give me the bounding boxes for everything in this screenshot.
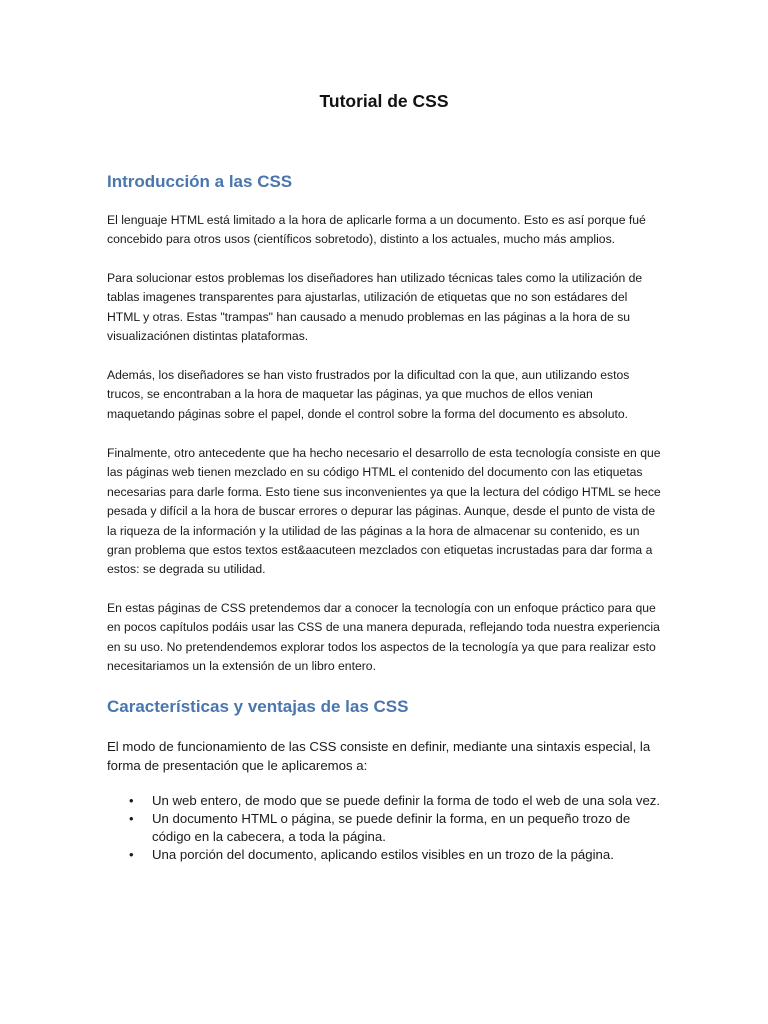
paragraph-features-1: El modo de funcionamiento de las CSS consiste en definir, mediante una sintaxis especial, la forma de presentación que le aplicaremos a: <box>107 739 651 773</box>
paragraph-intro-5: En estas páginas de CSS pretendemos dar a conocer la tecnología con un enfoque práctico para que en pocos capítulos podáis usar las CSS de una manera depurada, reflejando toda nuestra experiencia en su uso. No pretendendemos explorar todos los aspectos de la tecnología ya que para realizar esto necesitariamos un la extensión de un libro entero. <box>107 601 660 674</box>
section-heading-intro: Introducción a las CSS <box>107 172 293 191</box>
list-item-text: Un documento HTML o página, se puede definir la forma, en un pequeño trozo de código en la cabecera, a toda la página. <box>152 811 631 844</box>
list-item-text: Un web entero, de modo que se puede definir la forma de todo el web de una sola vez. <box>152 793 661 808</box>
section-heading-features: Características y ventajas de las CSS <box>107 697 409 716</box>
bullet-icon: • <box>129 811 134 826</box>
list-item-text: Una porción del documento, aplicando estilos visibles en un trozo de la página. <box>152 847 614 862</box>
paragraph-intro-1: El lenguaje HTML está limitado a la hora de aplicarle forma a un documento. Esto es así porque fué concebido para otros usos (científicos sobretodo), distinto a los actuales, mucho más amplios. <box>107 213 646 247</box>
paragraph-intro-3: Además, los diseñadores se han visto frustrados por la dificultad con la que, aun utilizando estos trucos, se encontraban a la hora de maquetar las páginas, ya que muchos de ellos venian maquetando páginas sobre el papel, donde el control sobre la forma del documento es absoluto. <box>107 368 630 421</box>
list-item <box>107 846 662 864</box>
features-bullet-list <box>107 792 662 864</box>
document-title: Tutorial de CSS <box>319 91 449 111</box>
paragraph-intro-4: Finalmente, otro antecedente que ha hecho necesario el desarrollo de esta tecnología consiste en que las páginas web tienen mezclado en su código HTML el contenido del documento con las etiquetas necesarias para darle forma. Esto tiene sus inconvenientes ya que la lectura del código HTML se hece pesada y difícil a la hora de buscar errores o depurar las páginas. Aunque, desde el punto de vista de la riqueza de la información y la utilidad de las páginas a la hora de almacenar su contenido, es un gran problema que estos textos est&aacuteen mezclados con etiquetas incrustadas para dar forma a estos: se degrada su utilidad. <box>107 446 661 577</box>
list-item <box>107 792 662 810</box>
bullet-icon: • <box>129 793 134 808</box>
bullet-icon: • <box>129 847 134 862</box>
list-item <box>107 810 662 846</box>
paragraph-intro-2: Para solucionar estos problemas los diseñadores han utilizado técnicas tales como la utilización de tablas imagenes transparentes para ajustarlas, utilización de etiquetas que no son estádares del HTML y otras. Estas "trampas" han causado a menudo problemas en las páginas a la hora de su visualizaciónen distintas plataformas. <box>107 271 643 344</box>
